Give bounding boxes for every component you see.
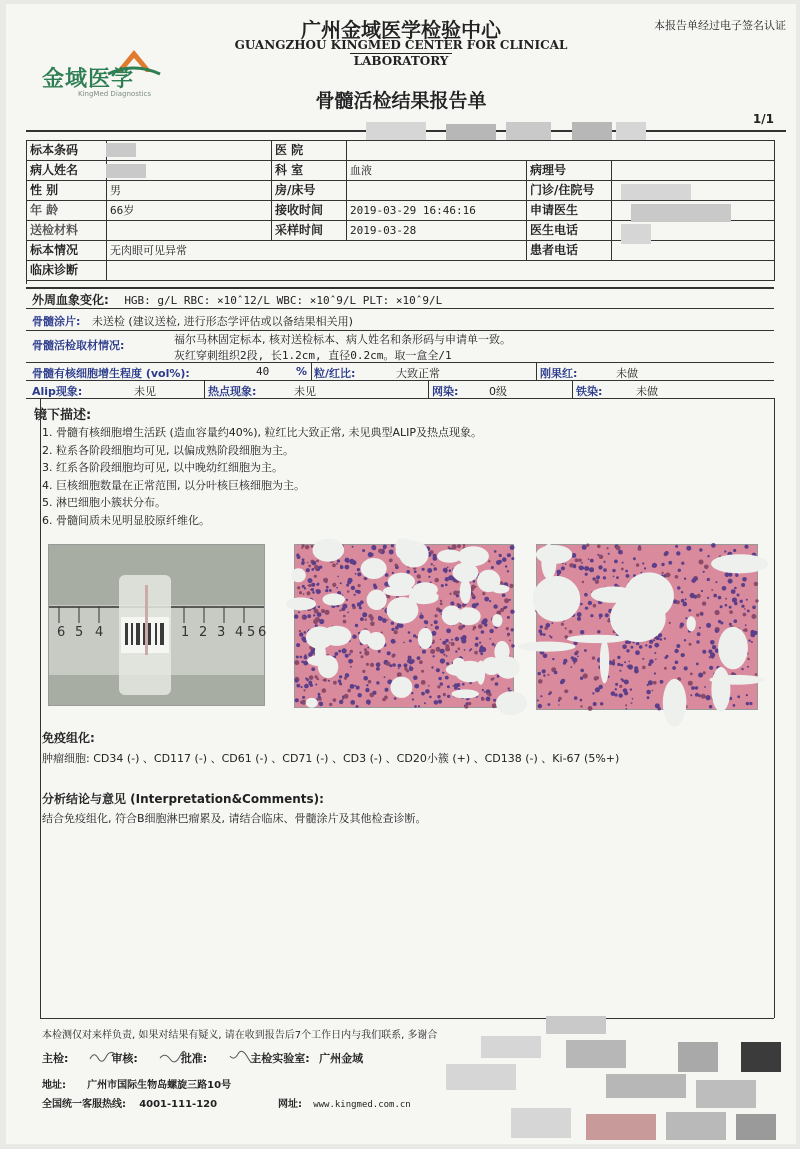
redaction-mask (696, 1080, 756, 1108)
redaction-mask (741, 1042, 781, 1072)
website-label: 网址: (278, 1099, 302, 1110)
ruler-number: 5 (75, 625, 84, 640)
sampling-value: 2019-03-28 (347, 221, 527, 240)
redaction-mask (106, 143, 136, 157)
conclusion-title: 分析结论与意见 (Interpretation&Comments): (42, 792, 324, 806)
reviewer-signature-icon (158, 1049, 188, 1063)
frame-bottom (40, 1018, 774, 1019)
examiner-signature-icon (88, 1049, 118, 1063)
reticulin-label: 网染: (432, 385, 459, 398)
hotline-value: 4001-111-120 (139, 1099, 218, 1110)
microscopy-item: 5. 淋巴细胞小簇状分布。 (42, 496, 166, 509)
address-row (42, 1076, 231, 1091)
microscopy-title: 镜下描述: (34, 408, 92, 423)
material-line-1: 福尔马林固定标本, 核对送检标本、病人姓名和条形码与申请单一致。 (174, 333, 511, 346)
institution-name-cn: 广州金域医学检验中心 (301, 18, 501, 42)
patient-phone-label: 患者电话 (527, 241, 612, 260)
material-value (107, 221, 272, 240)
lab-value: 广州金域 (319, 1052, 364, 1065)
hotspot-label: 热点现象: (208, 385, 257, 398)
section-divider (26, 398, 774, 399)
microscopy-item: 2. 粒系各阶段细胞均可见, 以偏成熟阶段细胞为主。 (42, 443, 294, 457)
redaction-mask (566, 1040, 626, 1068)
microscopy-item: 6. 骨髓间质未见明显胶原纤维化。 (42, 513, 210, 527)
outpatient-label: 门诊/住院号 (527, 181, 612, 200)
e-signature-note: 本报告单经过电子签名认证 (654, 19, 786, 32)
cell-divider (311, 362, 312, 380)
redaction-mask (572, 122, 612, 140)
congo-label: 刚果红: (540, 367, 578, 380)
dept-label: 科 室 (272, 161, 347, 180)
blood-value: HGB: g/L RBC: ×10ˆ12/L WBC: ×10ˆ9/L PLT: ×10ˆ9/L (124, 294, 443, 307)
section-divider (26, 380, 774, 381)
lab-label: 主检实验室: (250, 1052, 310, 1065)
blood-row (32, 291, 442, 308)
frame-right (774, 398, 775, 1018)
report-title: 骨髓活检结果报告单 (315, 90, 487, 112)
disclaimer: 本检测仅对来样负责, 如果对结果有疑义, 请在收到报告后7个工作日内与我们联系, 多谢合 (42, 1030, 438, 1041)
redaction-mask (666, 1112, 726, 1140)
histology-photo-high (536, 544, 758, 710)
cell-divider (572, 380, 573, 398)
ruler-number: 3 (217, 625, 226, 640)
ratio-label: 粒/红比: (314, 367, 356, 380)
ruler-number: 1 (181, 625, 190, 640)
pathology-value (612, 161, 775, 180)
dept-value: 血液 (347, 161, 527, 180)
examiner-label: 主检: (42, 1052, 69, 1065)
bed-value (347, 181, 527, 200)
specimen-label: 标本情况 (27, 241, 107, 260)
microscopy-item: 4. 巨核细胞数量在正常范围, 以分叶核巨核细胞为主。 (42, 478, 305, 492)
table-row (27, 221, 775, 241)
material-label: 送检材料 (27, 221, 107, 240)
received-value: 2019-03-29 16:46:16 (347, 201, 527, 220)
redaction-mask (506, 122, 551, 140)
bed-label: 房/床号 (272, 181, 347, 200)
sex-label: 性 别 (27, 181, 107, 200)
iron-label: 铁染: (576, 385, 603, 398)
smear-value: 未送检 (建议送检, 进行形态学评估或以备结果相关用) (91, 315, 353, 328)
iron-value: 未做 (636, 385, 658, 398)
redaction-mask (621, 184, 691, 200)
address-label: 地址: (42, 1080, 66, 1091)
histology-low-icon (295, 545, 513, 707)
immuno-title: 免疫组化: (42, 731, 95, 745)
report-sheet (6, 4, 796, 1144)
histology-high-icon (537, 545, 757, 709)
histology-photo-low (294, 544, 514, 708)
prolif-label: 骨髓有核细胞增生程度 (vol%): (32, 367, 190, 380)
redaction-mask (546, 1016, 606, 1034)
table-row (27, 261, 775, 281)
material-label: 骨髓活检取材情况: (32, 339, 125, 352)
cell-divider (536, 362, 537, 380)
redaction-mask (631, 204, 731, 222)
approver-signature-icon (228, 1049, 258, 1063)
doctor-phone-label: 医生电话 (527, 221, 612, 240)
smear-label: 骨髓涂片: (32, 315, 81, 328)
age-label: 年 龄 (27, 201, 107, 220)
redaction-mask (606, 1074, 686, 1098)
specimen-value: 无肉眼可见异常 (107, 241, 527, 260)
hotline-label: 全国统一客服热线: (42, 1099, 126, 1110)
diagnosis-label: 临床诊断 (27, 261, 107, 280)
diagnosis-value (107, 261, 775, 280)
logo-subtitle: KingMed Diagnostics (78, 90, 152, 98)
smear-row (32, 313, 353, 329)
section-divider (26, 362, 774, 363)
table-row (27, 141, 775, 161)
website-row (278, 1095, 411, 1110)
pathology-label: 病理号 (527, 161, 612, 180)
sex-value: 男 (107, 181, 272, 200)
cell-divider (428, 380, 429, 398)
logo-text: 金域医学 (42, 67, 135, 92)
redaction-mask (106, 164, 146, 178)
cell-divider (204, 380, 205, 398)
ruler-number: 4 (235, 625, 244, 640)
ruler-number: 6 (57, 625, 66, 640)
hospital-value (347, 141, 775, 160)
redaction-mask (736, 1114, 776, 1140)
prolif-unit: % (296, 365, 308, 378)
frame-left (40, 398, 41, 1018)
alip-value: 未见 (134, 385, 156, 398)
section-divider (26, 308, 774, 309)
redaction-mask (481, 1036, 541, 1058)
approver-label: 批准: (180, 1052, 208, 1065)
hospital-label: 医 院 (272, 141, 347, 160)
microscopy-item: 3. 红系各阶段细胞均可见, 以中晚幼红细胞为主。 (42, 461, 283, 474)
redaction-mask (511, 1108, 571, 1138)
redaction-mask (446, 1064, 516, 1090)
name-label: 病人姓名 (27, 161, 107, 180)
ruler-number: 6 (258, 625, 267, 640)
alip-label: Alip现象: (32, 385, 83, 398)
hotspot-value: 未见 (294, 385, 316, 398)
conclusion-value: 结合免疫组化, 符合B细胞淋巴瘤累及, 请结合临床、骨髓涂片及其他检查诊断。 (42, 812, 427, 825)
page-number: 1/1 (752, 112, 774, 126)
received-label: 接收时间 (272, 201, 347, 220)
sampling-label: 采样时间 (272, 221, 347, 240)
congo-value: 未做 (616, 367, 638, 380)
redaction-mask (586, 1114, 656, 1140)
prolif-value: 40 (256, 365, 270, 378)
institution-name-en-1: GUANGZHOU KINGMED CENTER FOR CLINICAL (234, 38, 568, 52)
reviewer-label: 审核: (111, 1052, 138, 1065)
address-value: 广州市国际生物岛螺旋三路10号 (87, 1080, 232, 1091)
immuno-value: 肿瘤细胞: CD34 (-) 、CD117 (-) 、CD61 (-) 、CD71 (-) 、CD3 (-) 、CD20小簇 (+) 、CD138 (-) 、Ki-67 (5%+) (42, 752, 620, 765)
blood-label: 外周血象变化: (32, 293, 109, 307)
institution-name-en-2: LABORATORY (6, 54, 796, 68)
website-value: www.kingmed.com.cn (313, 1100, 411, 1110)
ruler-number: 4 (95, 625, 104, 640)
table-row (27, 241, 775, 261)
section-divider (26, 287, 774, 289)
microscopy-item: 1. 骨髓有核细胞增生活跃 (造血容量约40%), 粒红比大致正常, 未见典型ALIP及热点现象。 (42, 426, 483, 439)
doctor-label: 申请医生 (527, 201, 612, 220)
material-line-2: 灰红穿刺组织2段, 长1.2cm, 直径0.2cm。取一盒全/1 (174, 349, 452, 362)
material-row (32, 337, 124, 353)
redaction-mask (446, 124, 496, 140)
barcode-label: 标本条码 (27, 141, 107, 160)
redaction-mask (621, 224, 651, 244)
ruler-number: 5 (247, 625, 256, 640)
age-value: 66岁 (107, 201, 272, 220)
ruler-number: 2 (199, 625, 208, 640)
ratio-value: 大致正常 (396, 367, 440, 380)
hotline-row (42, 1095, 217, 1110)
redaction-mask (366, 122, 426, 140)
reticulin-value: 0级 (489, 385, 507, 398)
specimen-ruler-photo (48, 544, 265, 706)
redaction-mask (678, 1042, 718, 1072)
redaction-mask (616, 122, 646, 140)
